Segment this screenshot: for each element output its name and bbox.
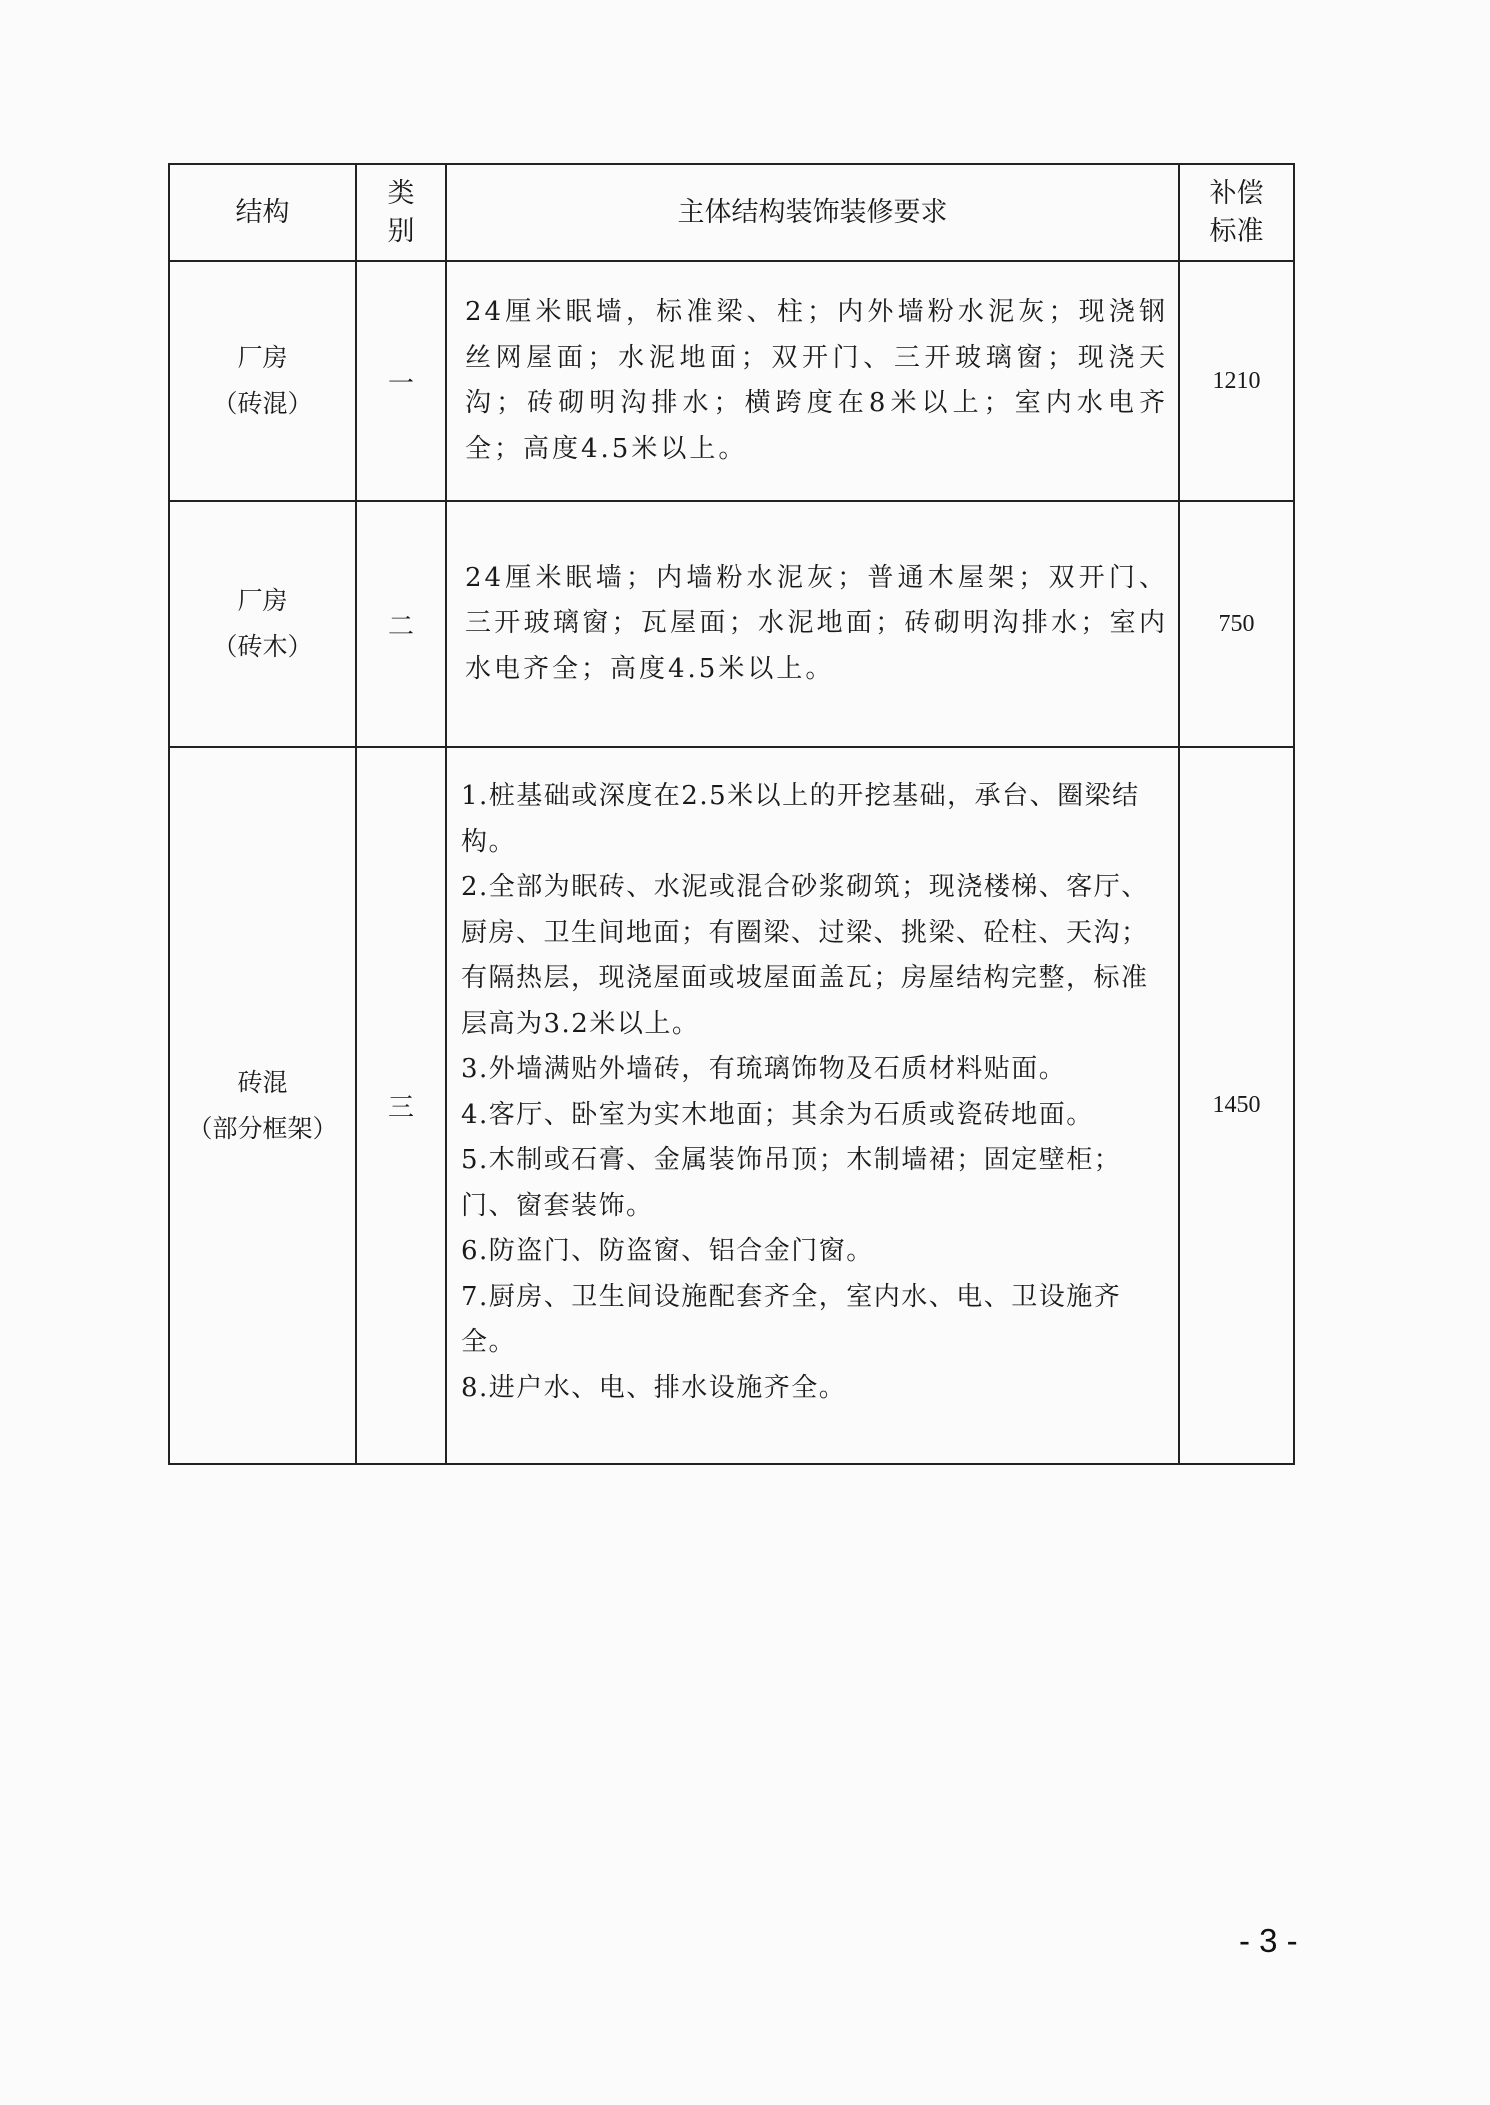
row3-requirement-item-2: 2.全部为眠砖、水泥或混合砂浆砌筑；现浇楼梯、客厅、厨房、卫生间地面；有圈梁、过梁、挑梁、砼柱、天沟；有隔热层，现浇屋面或坡屋面盖瓦；房屋结构完整，标准层高为3.2米以上。 [461, 872, 1149, 1039]
header-structure-label: 结构 [235, 196, 290, 228]
row3-requirement-item-1: 1.桩基础或深度在2.5米以上的开挖基础，承台、圈梁结构。 [461, 781, 1140, 857]
header-standard-label-2: 标准 [1209, 215, 1264, 247]
row3-requirement-item-8: 8.进户水、电、排水设施齐全。 [461, 1372, 847, 1403]
header-standard [1180, 165, 1293, 260]
row1-structure [170, 262, 355, 500]
row2-requirements-text: 24厘米眠墙；内墙粉水泥灰；普通木屋架；双开门、三开玻璃窗；瓦屋面；水泥地面；砖砌明沟排水；室内水电齐全；高度4.5米以上。 [465, 562, 1168, 684]
row3-requirement-item-3: 3.外墙满贴外墙砖，有琉璃饰物及石质材料贴面。 [461, 1054, 1067, 1084]
row1-requirements-text: 24厘米眠墙，标准梁、柱；内外墙粉水泥灰；现浇钢丝网屋面；水泥地面；双开门、三开玻璃窗；现浇天沟；砖砌明沟排水；横跨度在8米以上；室内水电齐全；高度4.5米以上。 [465, 297, 1168, 464]
header-category-label-1: 类 [387, 177, 415, 209]
row3-standard-value: 1450 [1212, 1092, 1261, 1118]
row2-standard-value: 750 [1218, 610, 1255, 637]
row2-requirements [447, 502, 1178, 746]
table-border-bottom [168, 1463, 1295, 1465]
row3-structure-line1: 砖混 [237, 1067, 288, 1097]
row2-structure-line1: 厂房 [237, 586, 288, 615]
row3-structure-line2: （部分框架） [187, 1113, 338, 1143]
header-requirements [447, 165, 1178, 260]
row3-category-value: 三 [387, 1093, 414, 1123]
page-number: - 3 - [1239, 1922, 1298, 1959]
header-requirements-label: 主体结构装饰装修要求 [677, 196, 948, 228]
row1-category-value: 一 [387, 368, 414, 399]
compensation-table [168, 163, 1295, 1465]
row1-structure-line1: 厂房 [237, 343, 288, 372]
row3-requirement-item-4: 4.客厅、卧室为实木地面；其余为石质或瓷砖地面。 [461, 1099, 1094, 1130]
table-border-right [1293, 163, 1295, 1465]
row2-category [357, 502, 445, 746]
row3-requirement-item-7: 7.厨房、卫生间设施配套齐全，室内水、电、卫设施齐全。 [461, 1281, 1122, 1357]
header-category [357, 165, 445, 260]
row3-category [357, 748, 445, 1463]
row3-requirements [447, 748, 1178, 1463]
row2-structure [170, 502, 355, 746]
row1-category [357, 262, 445, 500]
row3-requirement-item-6: 6.防盗门、防盗窗、铝合金门窗。 [461, 1236, 874, 1266]
row3-requirement-item-5: 5.木制或石膏、金属装饰吊顶；木制墙裙；固定壁柜；门、窗套装饰。 [461, 1145, 1122, 1221]
row3-structure [170, 748, 355, 1463]
row1-standard-value: 1210 [1212, 367, 1261, 394]
row3-standard [1180, 748, 1293, 1463]
header-structure [170, 165, 355, 260]
row1-standard [1180, 262, 1293, 500]
header-category-label-2: 别 [387, 215, 415, 247]
row2-standard [1180, 502, 1293, 746]
row1-requirements [447, 262, 1178, 500]
row2-structure-line2: （砖木） [212, 632, 313, 661]
header-standard-label-1: 补偿 [1209, 177, 1264, 209]
row1-structure-line2: （砖混） [212, 389, 313, 418]
row2-category-value: 二 [387, 611, 414, 642]
